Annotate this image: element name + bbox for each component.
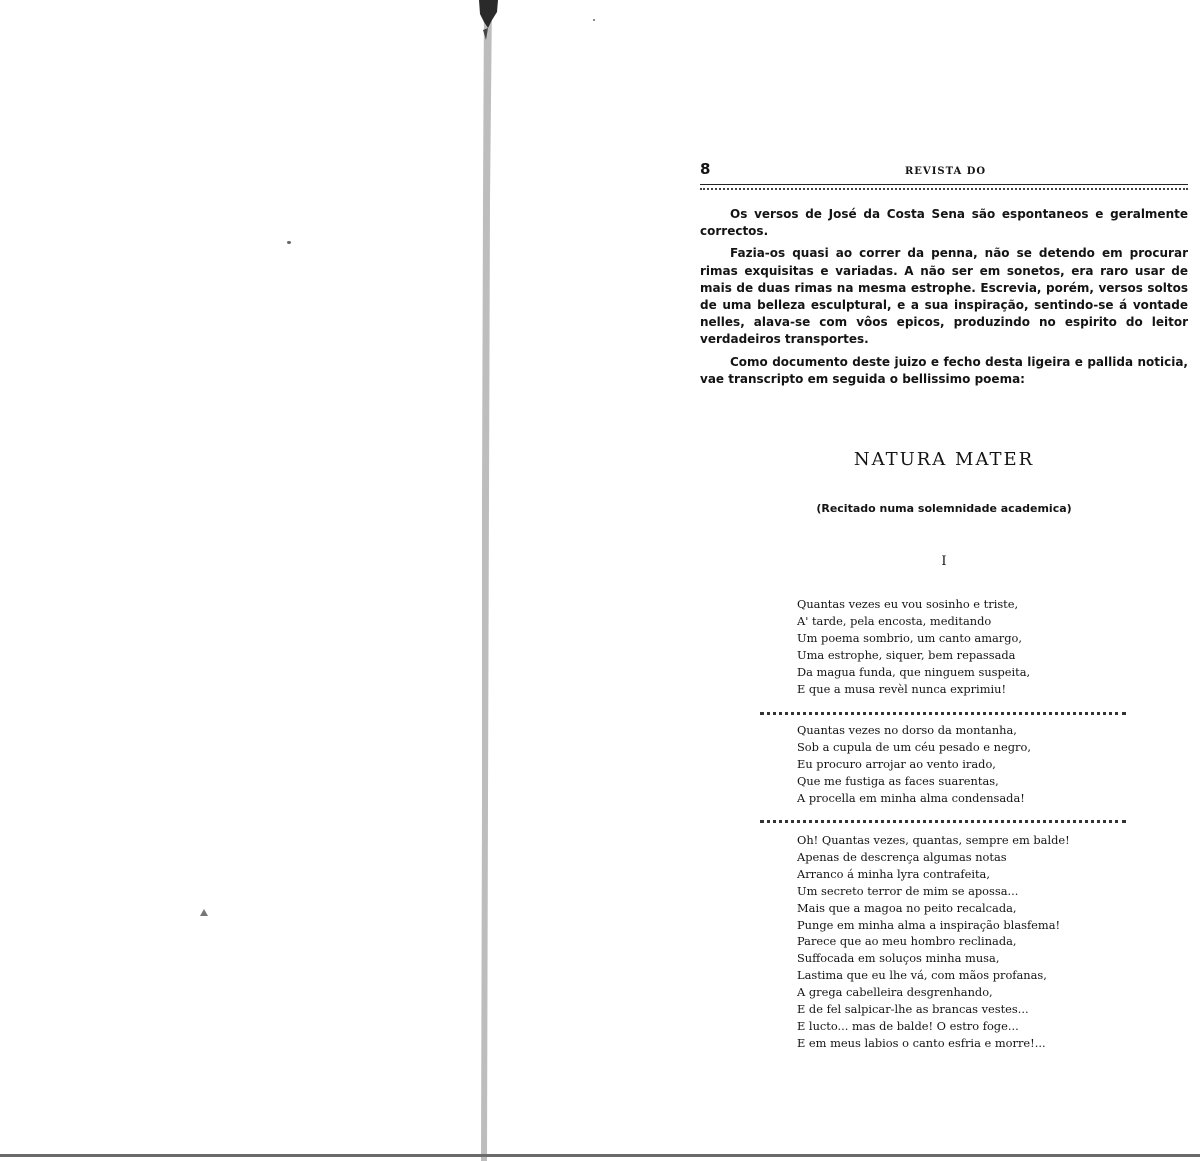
poem-line: Arranco á minha lyra contrafeita, <box>797 866 990 881</box>
poem-line: Eu procuro arrojar ao vento irado, <box>797 756 996 771</box>
stanza-ellipsis-divider <box>760 820 1126 829</box>
prose-paragraph: Fazia-os quasi ao correr da penna, não se detendo em procurar rimas exquisitas e variadas. A não ser em sonetos, era raro usar de mais de duas rimas na mesma estrophe. Escrevia, porém, versos soltos de uma belleza esculptural, e a sua inspiração, sentindo-se á vontade nelles, alava-se com vôos epicos, produzindo no espirito do leitor verdadeiros transportes. <box>700 246 1188 347</box>
poem-stanza <box>797 832 1177 1052</box>
poem-line: Quantas vezes eu vou sosinho e triste, <box>797 597 1019 611</box>
scan-mark <box>200 909 208 916</box>
poem-line: Um poema sombrio, um canto amargo, <box>797 630 1023 645</box>
page-number: 8 <box>700 160 711 178</box>
poem-line: Da magua funda, que ninguem suspeita, <box>797 664 1031 679</box>
poem-line: Sob a cupula de um céu pesado e negro, <box>797 739 1031 754</box>
poem-line: Suffocada em soluços minha musa, <box>797 951 1000 966</box>
poem-line: E lucto... mas de balde! O estro foge... <box>797 1018 1019 1033</box>
poem-line: E em meus labios o canto esfria e morre!... <box>797 1035 1046 1050</box>
prose-paragraph: Como documento deste juizo e fecho desta ligeira e pallida noticia, vae transcripto em seguida o bellissimo poema: <box>700 354 1188 386</box>
poem-line: Lastima que eu lhe vá, com mãos profanas, <box>797 968 1047 983</box>
poem-line: A' tarde, pela encosta, meditando <box>797 613 992 628</box>
journal-title: REVISTA DO <box>905 166 987 177</box>
poem-line: A grega cabelleira desgrenhando, <box>797 985 993 1000</box>
poem-subtitle: (Recitado numa solemnidade academica) <box>816 502 1072 515</box>
right-page <box>700 160 1188 182</box>
scan-speck <box>593 19 595 21</box>
poem-stanza <box>797 722 1177 807</box>
poem-line: Que me fustiga as faces suarentas, <box>797 773 999 788</box>
poem-section-number: I <box>941 554 947 569</box>
poem-line: Punge em minha alma a inspiração blasfema! <box>797 917 1061 932</box>
poem-title: NATURA MATER <box>853 449 1035 470</box>
poem-stanza <box>797 596 1177 697</box>
poem-line: Uma estrophe, siquer, bem repassada <box>797 647 1016 662</box>
poem-line: Apenas de descrença algumas notas <box>797 849 1007 864</box>
stanza-ellipsis-divider <box>760 712 1126 721</box>
scan-speck <box>287 241 291 244</box>
header-rule <box>700 184 1188 190</box>
poem-line: Oh! Quantas vezes, quantas, sempre em balde! <box>797 833 1070 847</box>
book-spine-shadow <box>470 0 500 1161</box>
poem-line: Mais que a magoa no peito recalcada, <box>797 900 1017 915</box>
prose-paragraph: Os versos de José da Costa Sena são espontaneos e geralmente correctos. <box>700 207 1188 239</box>
prose-block <box>700 206 1188 393</box>
running-head <box>700 160 1188 182</box>
poem-line: Um secreto terror de mim se apossa... <box>797 883 1019 898</box>
page-bottom-edge <box>0 1154 1200 1157</box>
poem-line: E que a musa revèl nunca exprimiu! <box>797 681 1007 696</box>
poem-line: Quantas vezes no dorso da montanha, <box>797 723 1017 737</box>
poem-line: Parece que ao meu hombro reclinada, <box>797 934 1017 949</box>
poem-line: E de fel salpicar-lhe as brancas vestes... <box>797 1002 1029 1017</box>
poem-line: A procella em minha alma condensada! <box>797 790 1025 805</box>
